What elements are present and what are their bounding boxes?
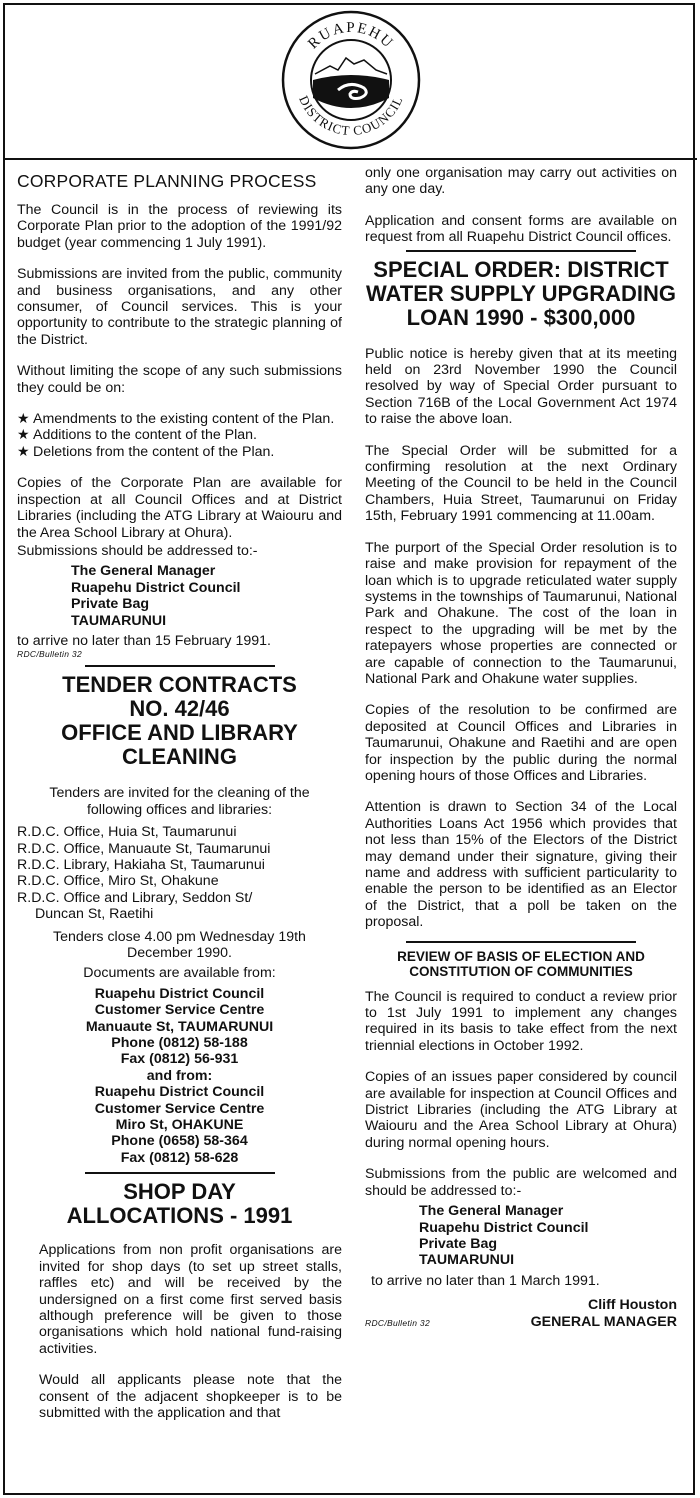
tender-docs: Documents are available from: (83, 965, 276, 982)
tender-close: Tenders close 4.00 pm Wednesday 19th December 1990. (53, 928, 306, 961)
review-p3: Submissions from the public are welcomed and should be addressed to:- (365, 1166, 677, 1199)
svg-text:RUAPEHU (305, 20, 396, 52)
bulletin-ref: RDC/Bulletin 32 (365, 1317, 430, 1328)
corporate-p4: Copies of the Corporate Plan are available for inspection at all Council Offices and at District Libraries (including the ATG Library at Waiouru and the Area School Library at Ohura). (17, 475, 342, 541)
tender-list (17, 824, 342, 922)
address-line: TAUMARUNUI (71, 612, 167, 629)
address-line: The General Manager (71, 563, 216, 580)
corporate-heading: CORPORATE PLANNING PROCESS (17, 171, 317, 191)
address-line: Ruapehu District Council (419, 1219, 589, 1236)
shop-p3: only one organisation may carry out activities on any one day. (365, 165, 677, 198)
list-item: R.D.C. Office, Miro St, Ohakune (17, 873, 219, 890)
logo-text-top: RUAPEHU (305, 19, 397, 53)
tender-intro: Tenders are invited for the cleaning of the following offices and libraries: (49, 785, 310, 818)
address-line: Private Bag (419, 1235, 498, 1252)
star-icon: ★ (17, 443, 30, 460)
address-line: The General Manager (419, 1203, 564, 1220)
signatory-name: Cliff Houston (587, 1297, 677, 1314)
list-item: R.D.C. Office and Library, Seddon St/ (17, 889, 253, 906)
review-p4: to arrive no later than 1 March 1991. (371, 1272, 600, 1289)
special-p1: Public notice is hereby given that at its meeting held on 23rd November 1990 the Council resolved by way of Special Order pursuant to Section 716B of the Local Government Act 1974 to raise the above loan. (365, 345, 677, 428)
address-line: Ruapehu District Council (71, 579, 241, 596)
signatory-title: GENERAL MANAGER (530, 1313, 677, 1330)
review-heading: REVIEW OF BASIS OF ELECTION AND CONSTITUTION OF COMMUNITIES (397, 948, 645, 979)
list-item: R.D.C. Office, Manuaute St, Taumarunui (17, 840, 271, 857)
special-p2: The Special Order will be submitted for a confirming resolution at the next Ordinary Meeting of the Council to be held in the Council Chambers, Huia Street, Taumarunui on Friday 15th, February 1991 commencing at 11.00am. (365, 442, 677, 525)
bullet-item: ★ Amendments to the existing content of the Plan. (17, 411, 335, 428)
shop-p1: Applications from non profit organisations are invited for shop days (to set up street stalls, raffles etc) and will be received by the undersigned on a first come first served basis although preference will be given to those organisations which hold national fund-raising activities. (39, 1242, 342, 1357)
signature-block (365, 1297, 677, 1330)
section-rule (85, 665, 275, 667)
corporate-p6: to arrive no later than 15 February 1991. (17, 632, 271, 649)
special-p3: The purport of the Special Order resolution is to raise and make provision for repayment of the loan which is to upgrade reticulated water supply systems in the townships of Taumarunui, National Park and Ohakune. The cost of the loan in respect to the upgrading will be met by the ratepayers whose properties are connected or are capable of connection to the Taumarunui, National Park and Ohakune water supplies. (365, 539, 677, 687)
special-p5: Attention is drawn to Section 34 of the Local Authorities Loans Act 1956 which provides that not less than 15% of the Electors of the District may demand under their signature, giving their name and address with sufficient particularity to enable the person to be identified as an Elector of the District, that a poll be taken on the proposal. (365, 799, 677, 931)
tender-contacts: Ruapehu District Council Customer Service Centre Manuaute St, TAUMARUNUI Phone (0812) 58-188 Fax (0812) 56-931 and from: Ruapehu District Council Customer Service Centre Miro St, OHAKUNE Phone (0658) 58-364 Fax (0812) 58-628 (85, 985, 274, 1166)
list-item: R.D.C. Office, Huia St, Taumarunui (17, 824, 237, 841)
list-item: Duncan St, Raetihi (35, 906, 154, 923)
bulletin-ref: RDC/Bulletin 32 (17, 649, 82, 660)
right-column (365, 165, 677, 1330)
bullet-item: ★ Additions to the content of the Plan. (17, 427, 258, 444)
special-heading: SPECIAL ORDER: DISTRICT WATER SUPPLY UPGRADING LOAN 1990 - $300,000 (365, 256, 677, 330)
council-logo (280, 8, 422, 152)
section-rule (406, 941, 636, 943)
address-line: TAUMARUNUI (419, 1252, 515, 1269)
shop-heading: SHOP DAY ALLOCATIONS - 1991 (66, 1179, 293, 1229)
corporate-p2: Submissions are invited from the public, community and business organisations, and any other consumer, of Council services. This is your opportunity to contribute to the strategic planning of the District. (17, 266, 342, 348)
corporate-p5: Submissions should be addressed to:- (17, 542, 258, 559)
section-rule (406, 250, 636, 252)
review-p1: The Council is required to conduct a review prior to 1st July 1991 to implement any changes required in its basis to take effect from the next triennial elections in October 1992. (365, 988, 677, 1054)
star-icon: ★ (17, 427, 30, 444)
shop-p4: Application and consent forms are available on request from all Ruapehu District Council offices. (365, 212, 677, 246)
special-p4: Copies of the resolution to be confirmed are deposited at Council Offices and Libraries in Taumarunui, Ohakune and Raetihi and are open for inspection by the public during the normal opening hours of those Offices and Libraries. (365, 702, 677, 784)
mountain-icon (315, 58, 387, 74)
corporate-p1: The Council is in the process of reviewing its Corporate Plan prior to the adoption of the 1991/92 budget (year commencing 1 July 1991). (17, 202, 342, 251)
corporate-p3: Without limiting the scope of any such submissions they could be on: (17, 363, 342, 396)
review-p2: Copies of an issues paper considered by council are available for inspection at Council Offices and District Libraries (including the ATG Library at Waiouru and the Area School Library at Ohura) during normal opening hours. (365, 1069, 677, 1151)
bullet-item: ★ Deletions from the content of the Plan. (17, 443, 275, 460)
star-icon: ★ (17, 411, 30, 428)
header-rule (3, 158, 697, 160)
tender-heading: TENDER CONTRACTS NO. 42/46 OFFICE AND LIBRARY CLEANING (61, 672, 298, 770)
logo-text-bottom: DISTRICT COUNCIL (296, 93, 406, 139)
list-item: R.D.C. Library, Hakiaha St, Taumarunui (17, 856, 265, 873)
section-rule (85, 1172, 275, 1174)
shop-p2: Would all applicants please note that the consent of the adjacent shopkeeper is to be submitted with the application and that (39, 1372, 342, 1421)
left-column (17, 165, 342, 1421)
address-line: Private Bag (71, 596, 150, 613)
